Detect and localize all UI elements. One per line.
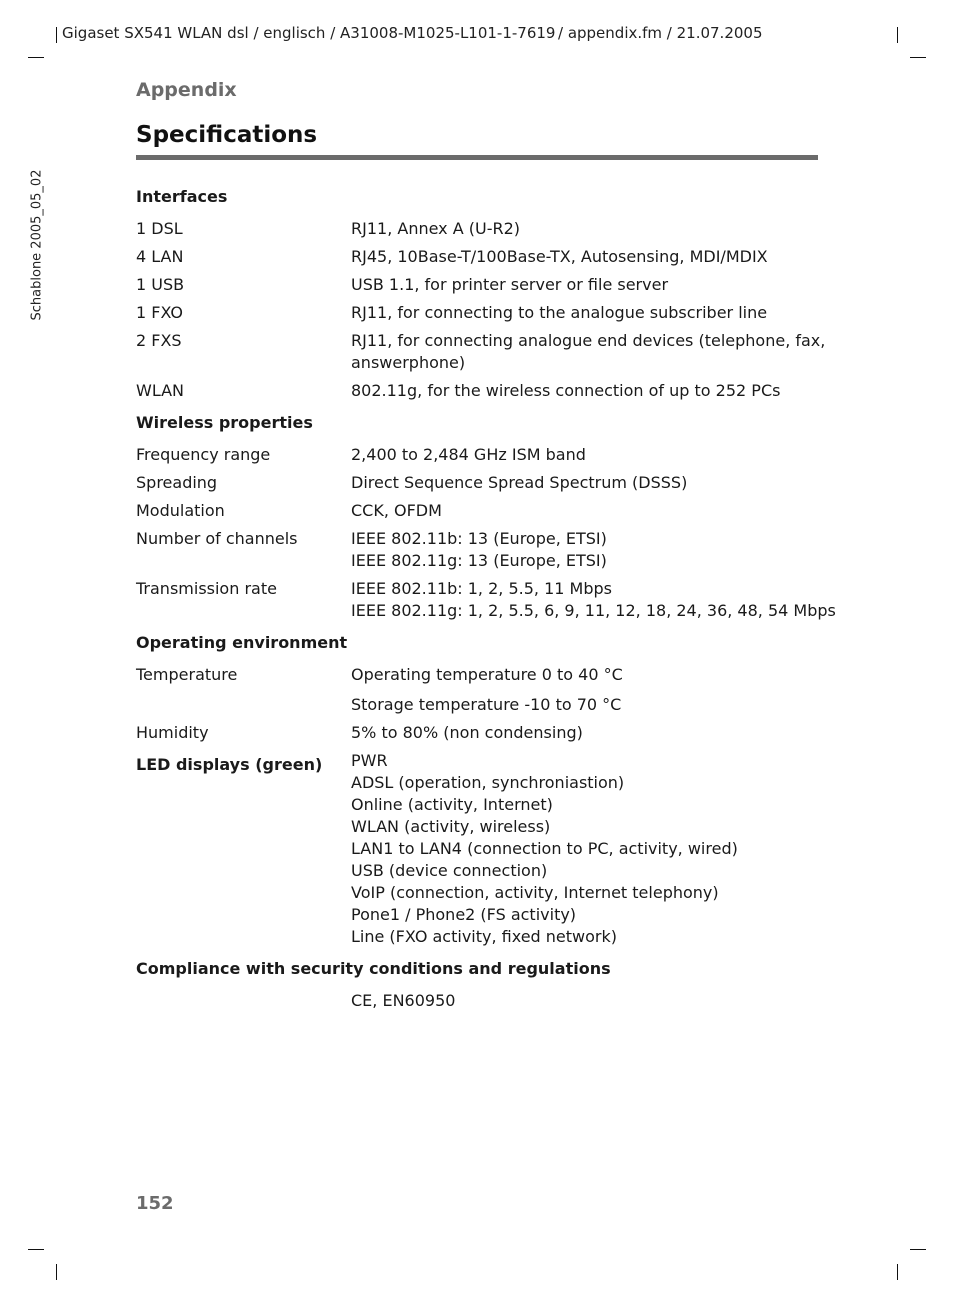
specifications-table [136, 186, 836, 1018]
spec-row [136, 664, 826, 686]
spec-label: 1 FXO [136, 303, 183, 322]
led-item: ADSL (operation, synchroniastion) [351, 773, 625, 792]
group-title-environment: Operating environment [136, 633, 348, 652]
spec-value-line: IEEE 802.11g: 1, 2, 5.5, 6, 9, 11, 12, 18, 24, 36, 48, 54 Mbps [351, 601, 836, 620]
spec-value-line: IEEE 802.11b: 13 (Europe, ETSI) [351, 529, 607, 548]
group-title-interfaces: Interfaces [136, 187, 228, 206]
spec-label-empty [136, 990, 351, 1012]
crop-mark [910, 1249, 926, 1250]
spec-row-led [136, 750, 826, 948]
spec-label: Transmission rate [136, 579, 277, 598]
crop-mark [28, 57, 44, 58]
spec-value-line: IEEE 802.11g: 13 (Europe, ETSI) [351, 551, 607, 570]
crop-mark [56, 27, 57, 43]
spec-value: 5% to 80% (non condensing) [351, 723, 583, 742]
led-list [351, 750, 826, 948]
crop-mark [897, 1264, 898, 1280]
led-item: Line (FXO activity, fixed network) [351, 927, 617, 946]
spec-label: Temperature [136, 665, 238, 684]
spec-row [136, 380, 826, 402]
spec-value: CE, EN60950 [351, 991, 456, 1010]
spec-value: RJ45, 10Base-T/100Base-TX, Autosensing, MDI/MDIX [351, 247, 768, 266]
led-item: Pone1 / Phone2 (FS activity) [351, 905, 577, 924]
spec-row [136, 694, 826, 716]
spec-row [136, 528, 826, 572]
spec-label: 4 LAN [136, 247, 184, 266]
group-title-wireless: Wireless properties [136, 413, 313, 432]
spec-label: WLAN [136, 381, 185, 400]
spec-row [136, 330, 826, 374]
spec-value: RJ11, Annex A (U-R2) [351, 219, 521, 238]
spec-row [136, 444, 826, 466]
page-number: 152 [136, 1193, 174, 1214]
spec-value: 2,400 to 2,484 GHz ISM band [351, 445, 586, 464]
led-item: PWR [351, 751, 388, 770]
spec-row [136, 246, 826, 268]
spec-value: 802.11g, for the wireless connection of up to 252 PCs [351, 381, 781, 400]
crop-mark [28, 1249, 44, 1250]
led-item: VoIP (connection, activity, Internet telephony) [351, 883, 719, 902]
section-heading: Appendix [136, 79, 237, 101]
spec-label: Modulation [136, 501, 225, 520]
spec-value: Operating temperature 0 to 40 °C [351, 665, 623, 684]
title-rule [136, 155, 818, 160]
spec-label: 2 FXS [136, 331, 182, 350]
spec-row [136, 302, 826, 324]
led-item: Online (activity, Internet) [351, 795, 553, 814]
spec-label-empty [136, 694, 351, 716]
spec-label: Spreading [136, 473, 218, 492]
spec-value [351, 528, 826, 572]
spec-row [136, 500, 826, 522]
spec-row [136, 472, 826, 494]
header-doc-info: Gigaset SX541 WLAN dsl / englisch / A31008-M1025-L101-1-7619 [62, 24, 556, 42]
led-item: USB (device connection) [351, 861, 548, 880]
spec-row [136, 578, 836, 622]
spec-value-line: IEEE 802.11b: 1, 2, 5.5, 11 Mbps [351, 579, 612, 598]
spec-label: 1 DSL [136, 219, 183, 238]
spec-row [136, 218, 826, 240]
crop-mark [910, 57, 926, 58]
spec-value: Storage temperature -10 to 70 °C [351, 695, 622, 714]
crop-mark [897, 27, 898, 43]
spec-label: Number of channels [136, 529, 298, 548]
spec-value: RJ11, for connecting to the analogue subscriber line [351, 303, 768, 322]
spec-value: RJ11, for connecting analogue end devices (telephone, fax, answerphone) [351, 331, 826, 372]
spec-label: 1 USB [136, 275, 185, 294]
spec-value: CCK, OFDM [351, 501, 442, 520]
spec-value [351, 578, 836, 622]
led-item: WLAN (activity, wireless) [351, 817, 551, 836]
group-title-led: LED displays (green) [136, 755, 323, 774]
spec-row [136, 722, 826, 744]
spec-value: USB 1.1, for printer server or file server [351, 275, 669, 294]
spec-label: Frequency range [136, 445, 271, 464]
crop-mark [56, 1264, 57, 1280]
spec-row [136, 990, 826, 1012]
page-title: Specifications [136, 122, 318, 148]
led-item: LAN1 to LAN4 (connection to PC, activity, wired) [351, 839, 738, 858]
group-title-compliance: Compliance with security conditions and regulations [136, 959, 611, 978]
spec-value: Direct Sequence Spread Spectrum (DSSS) [351, 473, 688, 492]
spec-label: Humidity [136, 723, 209, 742]
header-file-info: / appendix.fm / 21.07.2005 [558, 24, 763, 42]
spec-row [136, 274, 826, 296]
side-label-text: Schablone 2005_05_02 [29, 169, 45, 321]
